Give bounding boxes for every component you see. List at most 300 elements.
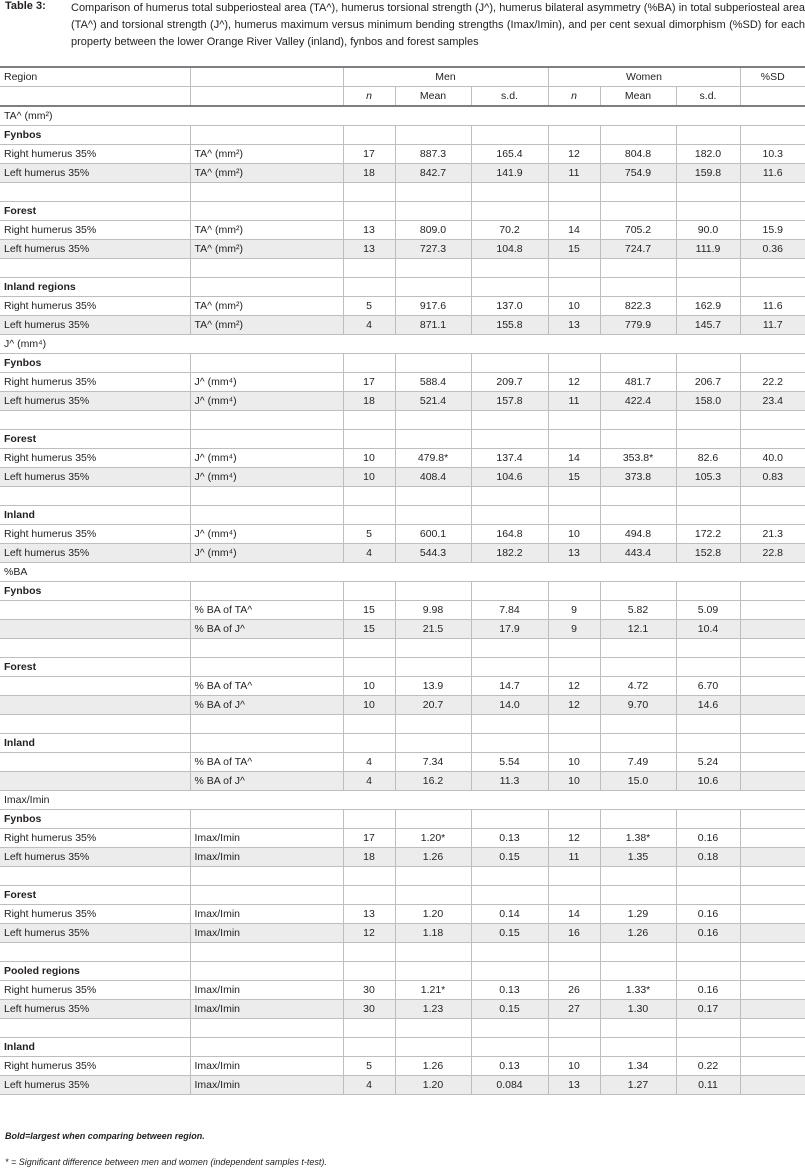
empty-cell [548,658,600,677]
empty-cell [740,411,805,430]
empty-cell [471,810,548,829]
empty-cell [600,658,676,677]
empty-cell [395,487,471,506]
sd-pct [740,981,805,1000]
women-n: 9 [548,620,600,639]
group-label: Forest [0,886,190,905]
men-mean: 1.23 [395,1000,471,1019]
women-mean: 779.9 [600,316,676,335]
table-row [0,696,805,715]
col-men: Men [343,67,548,87]
row-label: Right humerus 35% [0,373,190,392]
women-sd: 158.0 [676,392,740,411]
measure: Imax/Imin [190,924,343,943]
men-mean: 1.20 [395,1076,471,1095]
empty-cell [0,259,190,278]
men-mean: 727.3 [395,240,471,259]
group-label: Inland [0,506,190,525]
women-n: 10 [548,525,600,544]
empty-cell [471,278,548,297]
section-label: TA^ (mm²) [0,106,805,126]
men-n: 5 [343,525,395,544]
men-sd: 104.6 [471,468,548,487]
col-blank [740,87,805,107]
row-label [0,601,190,620]
men-sd: 104.8 [471,240,548,259]
women-sd: 159.8 [676,164,740,183]
sd-pct: 0.83 [740,468,805,487]
empty-cell [600,867,676,886]
empty-cell [548,810,600,829]
men-n: 13 [343,905,395,924]
spacer-row [0,183,805,202]
row-label: Right humerus 35% [0,981,190,1000]
women-sd: 0.16 [676,981,740,1000]
measure: TA^ (mm²) [190,240,343,259]
group-row [0,354,805,373]
header-row-stats [0,87,805,107]
empty-cell [395,734,471,753]
empty-cell [343,487,395,506]
empty-cell [600,715,676,734]
empty-cell [471,715,548,734]
section-row [0,563,805,582]
row-label: Left humerus 35% [0,240,190,259]
empty-cell [190,278,343,297]
table-row [0,620,805,639]
empty-cell [395,1019,471,1038]
empty-cell [343,734,395,753]
men-mean: 809.0 [395,221,471,240]
women-mean: 353.8* [600,449,676,468]
row-label [0,696,190,715]
table-row [0,316,805,335]
men-n: 17 [343,829,395,848]
group-row [0,1038,805,1057]
women-mean: 494.8 [600,525,676,544]
empty-cell [190,183,343,202]
empty-cell [548,582,600,601]
table-row [0,848,805,867]
row-label: Left humerus 35% [0,164,190,183]
empty-cell [676,715,740,734]
women-sd: 0.16 [676,905,740,924]
col-men-sd: s.d. [471,87,548,107]
men-mean: 588.4 [395,373,471,392]
empty-cell [471,1038,548,1057]
men-sd: 0.13 [471,829,548,848]
empty-cell [600,202,676,221]
men-mean: 7.34 [395,753,471,772]
empty-cell [0,183,190,202]
women-sd: 14.6 [676,696,740,715]
measure: % BA of J^ [190,696,343,715]
women-mean: 1.33* [600,981,676,1000]
empty-cell [740,278,805,297]
empty-cell [548,867,600,886]
empty-cell [600,734,676,753]
empty-cell [343,810,395,829]
empty-cell [343,715,395,734]
group-label: Pooled regions [0,962,190,981]
men-sd: 0.14 [471,905,548,924]
empty-cell [600,810,676,829]
women-n: 14 [548,905,600,924]
empty-cell [395,658,471,677]
empty-cell [190,639,343,658]
men-mean: 21.5 [395,620,471,639]
table-label: Table 3: [5,0,46,12]
empty-cell [600,430,676,449]
women-n: 11 [548,392,600,411]
empty-cell [343,1019,395,1038]
group-row [0,810,805,829]
men-mean: 9.98 [395,601,471,620]
women-sd: 10.6 [676,772,740,791]
empty-cell [190,259,343,278]
group-row [0,734,805,753]
women-n: 12 [548,145,600,164]
empty-cell [740,658,805,677]
empty-cell [548,639,600,658]
empty-cell [676,867,740,886]
women-mean: 7.49 [600,753,676,772]
table-row [0,221,805,240]
table-row [0,525,805,544]
empty-cell [343,278,395,297]
empty-cell [740,886,805,905]
empty-cell [600,259,676,278]
measure: J^ (mm⁴) [190,468,343,487]
men-sd: 17.9 [471,620,548,639]
sd-pct: 22.8 [740,544,805,563]
men-mean: 1.20* [395,829,471,848]
empty-cell [740,867,805,886]
women-mean: 9.70 [600,696,676,715]
men-n: 10 [343,696,395,715]
table-body [0,106,805,1095]
women-sd: 0.16 [676,829,740,848]
empty-cell [190,430,343,449]
empty-cell [740,126,805,145]
table-row [0,145,805,164]
empty-cell [343,582,395,601]
col-sd-pct: %SD [740,67,805,87]
empty-cell [471,259,548,278]
empty-cell [676,506,740,525]
empty-cell [471,658,548,677]
sd-pct [740,924,805,943]
empty-cell [676,734,740,753]
table-row [0,373,805,392]
sd-pct: 15.9 [740,221,805,240]
empty-cell [548,734,600,753]
empty-cell [548,962,600,981]
empty-cell [0,639,190,658]
empty-cell [190,658,343,677]
empty-cell [190,202,343,221]
empty-cell [471,506,548,525]
empty-cell [676,183,740,202]
empty-cell [190,126,343,145]
section-label: Imax/Imin [0,791,805,810]
men-n: 4 [343,772,395,791]
empty-cell [600,1019,676,1038]
empty-cell [600,278,676,297]
empty-cell [471,183,548,202]
measure: Imax/Imin [190,981,343,1000]
empty-cell [395,810,471,829]
empty-cell [740,430,805,449]
women-sd: 162.9 [676,297,740,316]
men-mean: 408.4 [395,468,471,487]
men-n: 13 [343,240,395,259]
empty-cell [190,582,343,601]
men-n: 17 [343,373,395,392]
sd-pct [740,1076,805,1095]
men-sd: 182.2 [471,544,548,563]
col-region: Region [0,67,190,87]
empty-cell [600,487,676,506]
section-row [0,106,805,126]
empty-cell [0,867,190,886]
spacer-row [0,259,805,278]
row-label [0,772,190,791]
sd-pct: 21.3 [740,525,805,544]
group-label: Forest [0,658,190,677]
measure: J^ (mm⁴) [190,544,343,563]
col-men-n: n [343,87,395,107]
group-row [0,886,805,905]
empty-cell [343,411,395,430]
group-label: Inland regions [0,278,190,297]
empty-cell [600,126,676,145]
women-n: 13 [548,1076,600,1095]
empty-cell [395,715,471,734]
table-row [0,753,805,772]
sd-pct [740,677,805,696]
empty-cell [471,582,548,601]
spacer-row [0,1019,805,1038]
section-label: %BA [0,563,805,582]
section-label: J^ (mm⁴) [0,335,805,354]
group-row [0,582,805,601]
men-mean: 887.3 [395,145,471,164]
empty-cell [548,259,600,278]
group-label: Inland [0,1038,190,1057]
women-mean: 1.38* [600,829,676,848]
measure: % BA of TA^ [190,677,343,696]
group-row [0,430,805,449]
measure: Imax/Imin [190,905,343,924]
empty-cell [548,487,600,506]
results-table [0,66,805,1095]
women-mean: 1.29 [600,905,676,924]
table-row [0,392,805,411]
empty-cell [190,354,343,373]
sd-pct [740,696,805,715]
empty-cell [676,810,740,829]
sd-pct: 22.2 [740,373,805,392]
sd-pct [740,1057,805,1076]
empty-cell [600,639,676,658]
men-mean: 600.1 [395,525,471,544]
spacer-row [0,487,805,506]
empty-cell [600,943,676,962]
sd-pct [740,620,805,639]
empty-cell [600,582,676,601]
sd-pct [740,905,805,924]
men-sd: 0.15 [471,1000,548,1019]
men-n: 13 [343,221,395,240]
men-mean: 1.20 [395,905,471,924]
sd-pct [740,753,805,772]
sd-pct: 23.4 [740,392,805,411]
men-mean: 544.3 [395,544,471,563]
empty-cell [471,886,548,905]
women-sd: 5.09 [676,601,740,620]
women-n: 12 [548,696,600,715]
men-n: 30 [343,981,395,1000]
measure: % BA of J^ [190,620,343,639]
men-mean: 842.7 [395,164,471,183]
row-label [0,620,190,639]
empty-cell [471,734,548,753]
women-mean: 754.9 [600,164,676,183]
row-label: Right humerus 35% [0,297,190,316]
empty-cell [343,354,395,373]
men-n: 4 [343,1076,395,1095]
sd-pct: 11.7 [740,316,805,335]
empty-cell [190,886,343,905]
table-row [0,1000,805,1019]
men-n: 4 [343,544,395,563]
men-sd: 0.15 [471,848,548,867]
empty-cell [395,867,471,886]
empty-cell [343,886,395,905]
men-n: 4 [343,316,395,335]
row-label [0,677,190,696]
women-mean: 443.4 [600,544,676,563]
empty-cell [548,183,600,202]
col-men-mean: Mean [395,87,471,107]
empty-cell [548,278,600,297]
table-row [0,1057,805,1076]
table-row [0,829,805,848]
empty-cell [190,867,343,886]
empty-cell [548,202,600,221]
empty-cell [395,943,471,962]
empty-cell [600,183,676,202]
men-sd: 11.3 [471,772,548,791]
men-mean: 1.26 [395,848,471,867]
row-label: Left humerus 35% [0,544,190,563]
row-label: Right humerus 35% [0,449,190,468]
empty-cell [740,582,805,601]
table-row [0,240,805,259]
empty-cell [395,582,471,601]
empty-cell [548,411,600,430]
men-sd: 155.8 [471,316,548,335]
empty-cell [548,354,600,373]
empty-cell [343,1038,395,1057]
empty-cell [0,943,190,962]
spacer-row [0,715,805,734]
empty-cell [395,962,471,981]
empty-cell [676,943,740,962]
men-mean: 479.8* [395,449,471,468]
women-mean: 1.35 [600,848,676,867]
women-n: 9 [548,601,600,620]
empty-cell [395,430,471,449]
empty-cell [395,278,471,297]
men-n: 18 [343,164,395,183]
empty-cell [740,1019,805,1038]
empty-cell [740,1038,805,1057]
sd-pct: 0.36 [740,240,805,259]
empty-cell [0,411,190,430]
empty-cell [600,962,676,981]
table-row [0,772,805,791]
measure: J^ (mm⁴) [190,392,343,411]
group-label: Forest [0,202,190,221]
table-row [0,924,805,943]
empty-cell [395,202,471,221]
men-n: 4 [343,753,395,772]
women-sd: 6.70 [676,677,740,696]
group-label: Fynbos [0,354,190,373]
women-mean: 373.8 [600,468,676,487]
men-mean: 871.1 [395,316,471,335]
empty-cell [740,943,805,962]
women-sd: 152.8 [676,544,740,563]
empty-cell [343,639,395,658]
sd-pct [740,601,805,620]
sd-pct: 11.6 [740,164,805,183]
empty-cell [343,506,395,525]
men-mean: 917.6 [395,297,471,316]
men-n: 30 [343,1000,395,1019]
empty-cell [676,430,740,449]
footnote-bold-text: Bold=largest when comparing between region. [5,1131,205,1141]
men-mean: 16.2 [395,772,471,791]
men-n: 10 [343,468,395,487]
empty-cell [395,411,471,430]
empty-cell [600,1038,676,1057]
empty-cell [471,962,548,981]
col-blank [190,67,343,87]
col-blank [0,87,190,107]
empty-cell [190,715,343,734]
table-row [0,677,805,696]
row-label: Left humerus 35% [0,468,190,487]
measure: Imax/Imin [190,1057,343,1076]
women-sd: 145.7 [676,316,740,335]
empty-cell [471,487,548,506]
women-sd: 90.0 [676,221,740,240]
men-sd: 165.4 [471,145,548,164]
women-sd: 0.17 [676,1000,740,1019]
men-n: 5 [343,1057,395,1076]
row-label: Right humerus 35% [0,145,190,164]
women-n: 10 [548,772,600,791]
women-n: 26 [548,981,600,1000]
men-mean: 1.21* [395,981,471,1000]
men-mean: 1.18 [395,924,471,943]
men-sd: 157.8 [471,392,548,411]
women-sd: 105.3 [676,468,740,487]
measure: Imax/Imin [190,1076,343,1095]
